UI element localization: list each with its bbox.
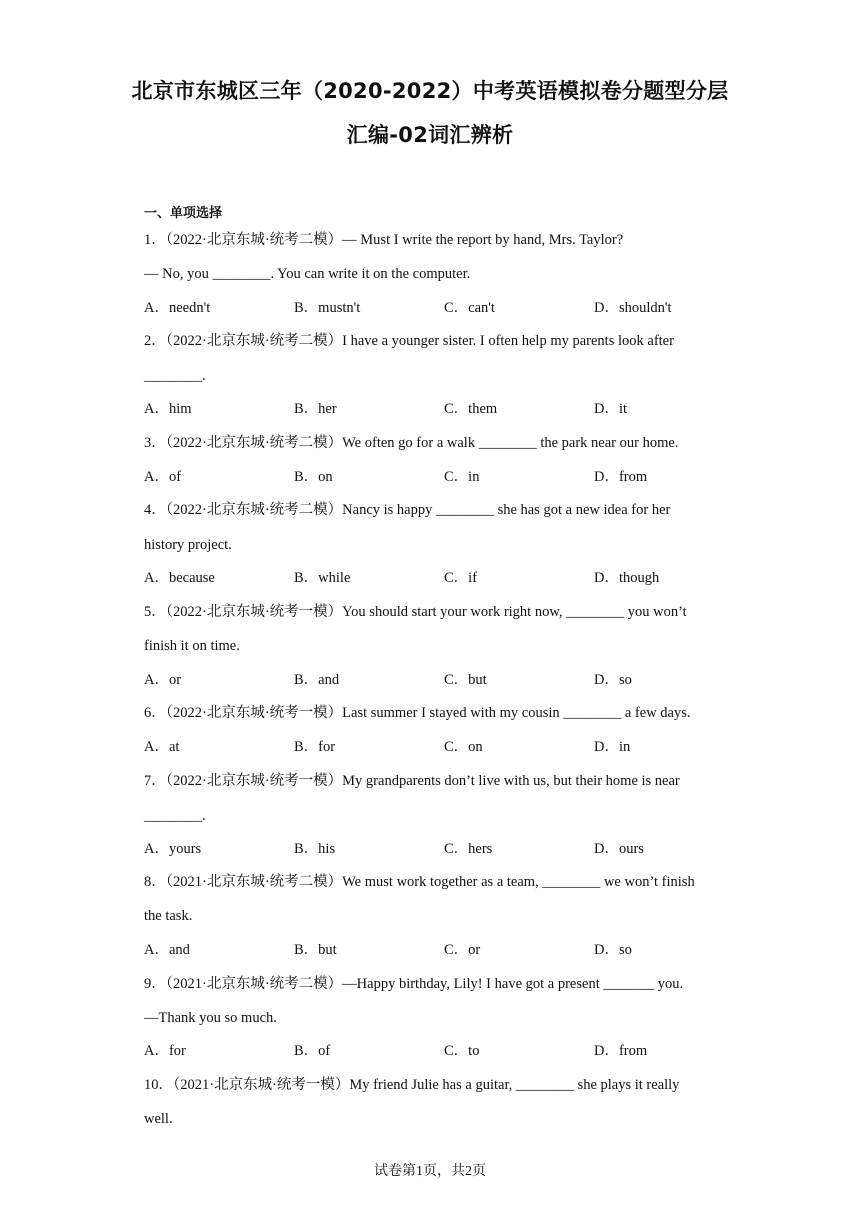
question-5-text-cont: finish it on time. [144,638,240,654]
option-a: A．him [144,401,192,417]
question-2-text-cont: ________. [144,368,206,384]
option-d: D．from [594,1043,648,1059]
question-8-text-cont: the task. [144,908,193,924]
option-d: D．in [594,739,631,755]
page-title-line-1: 北京市东城区三年（2020-2022）中考英语模拟卷分题型分层 [131,79,729,103]
page-title-line-2: 汇编-02词汇辨析 [346,123,514,147]
option-a: A．for [144,1043,186,1059]
option-c: C．can't [444,300,495,316]
option-c: C．them [444,401,498,417]
question-7-text-cont: ________. [144,808,206,824]
question-8-text: 8．（2021·北京东城·统考二模）We must work together as a team, ________ we won’t finish [144,874,695,890]
option-d: D．so [594,672,632,688]
question-3-options [144,467,744,487]
question-9-options [144,1041,744,1061]
question-1-options [144,298,744,318]
option-b: B．but [294,942,337,958]
question-4-text: 4．（2022·北京东城·统考二模）Nancy is happy ________ she has got a new idea for her [144,502,671,518]
question-6-options [144,737,744,757]
option-a: A．needn't [144,300,211,316]
question-7-text: 7．（2022·北京东城·统考一模）My grandparents don’t live with us, but their home is near [144,773,680,789]
option-b: B．on [294,469,333,485]
option-b: B．while [294,570,351,586]
option-c: C．if [444,570,478,586]
option-b: B．his [294,841,336,857]
option-d: D．though [594,570,660,586]
option-c: C．on [444,739,483,755]
question-5-text: 5．（2022·北京东城·统考一模）You should start your work right now, ________ you won’t [144,604,687,620]
question-1-text: 1．（2022·北京东城·统考二模）— Must I write the report by hand, Mrs. Taylor? [144,232,624,248]
option-d: D．ours [594,841,644,857]
option-a: A．and [144,942,190,958]
option-c: C．or [444,942,481,958]
option-c: C．but [444,672,487,688]
option-d: D．so [594,942,632,958]
section-heading: 一、单项选择 [144,206,223,221]
question-4-text-cont: history project. [144,537,232,553]
option-c: C．in [444,469,480,485]
question-10-text-cont: well. [144,1111,173,1127]
question-6-text: 6．（2022·北京东城·统考一模）Last summer I stayed with my cousin ________ a few days. [144,705,691,721]
option-a: A．because [144,570,215,586]
question-3-text: 3．（2022·北京东城·统考二模）We often go for a walk ________ the park near our home. [144,435,679,451]
option-c: C．hers [444,841,493,857]
page-footer: 试卷第1页，共2页 [374,1164,486,1179]
option-d: D．shouldn't [594,300,672,316]
question-9-text-cont: —Thank you so much. [144,1010,277,1026]
option-d: D．from [594,469,648,485]
question-10-text: 10．（2021·北京东城·统考一模）My friend Julie has a guitar, ________ she plays it really [144,1077,680,1093]
option-b: B．her [294,401,337,417]
option-d: D．it [594,401,628,417]
option-a: A．at [144,739,180,755]
question-5-options [144,670,744,690]
question-9-text: 9．（2021·北京东城·统考二模）—Happy birthday, Lily! I have got a present _______ you. [144,976,684,992]
option-a: A．yours [144,841,202,857]
option-a: A．or [144,672,182,688]
option-b: B．of [294,1043,331,1059]
option-c: C．to [444,1043,480,1059]
question-7-options [144,839,744,859]
option-a: A．of [144,469,182,485]
question-2-text: 2．（2022·北京东城·统考二模）I have a younger sister. I often help my parents look after [144,333,674,349]
question-1-text-cont: — No, you ________. You can write it on the computer. [144,266,471,282]
option-b: B．and [294,672,340,688]
option-b: B．for [294,739,336,755]
option-b: B．mustn't [294,300,361,316]
question-8-options [144,940,744,960]
question-4-options [144,568,744,588]
question-2-options [144,399,744,419]
